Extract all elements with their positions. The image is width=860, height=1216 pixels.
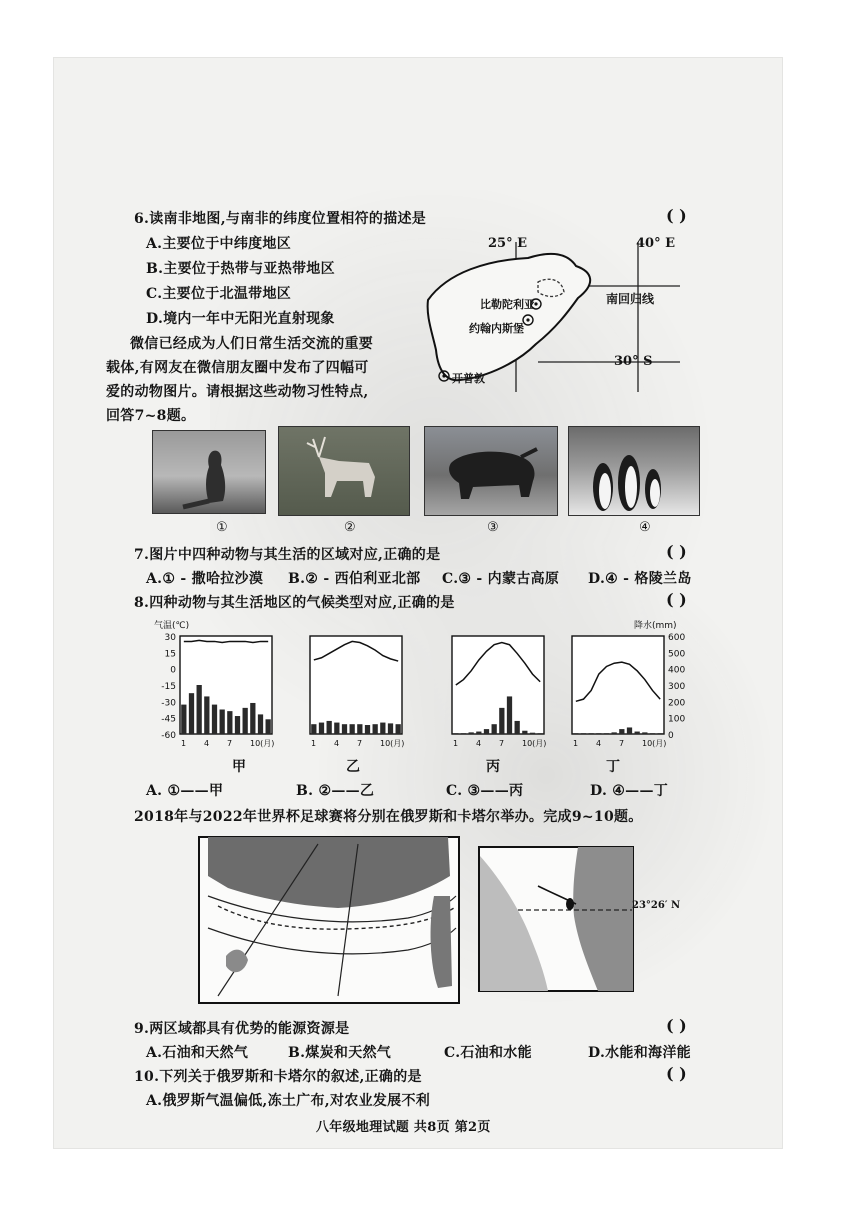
precip-bar-2-2 [469, 732, 474, 734]
precip-bar-3-8 [635, 732, 640, 734]
chart-frame-3 [572, 636, 664, 734]
precip-bar-2-11 [538, 733, 543, 734]
q8-option-c: C. ③——丙 [446, 783, 524, 799]
x-tick-2-1: 4 [476, 739, 482, 748]
precip-bar-1-2 [327, 721, 332, 734]
map-label-25e: 25° E [488, 236, 528, 251]
q7-option-c: C.③ - 内蒙古高原 [442, 571, 560, 587]
precip-bar-3-9 [642, 732, 647, 734]
chart-label-yi: 乙 [346, 759, 361, 775]
x-tick-2-3: 10(月) [522, 739, 547, 748]
q9-answer-paren: ( ) [666, 1016, 687, 1035]
photo-kangaroo [152, 430, 266, 514]
precip-bar-3-11 [658, 733, 663, 734]
precip-bar-2-4 [484, 729, 489, 734]
q7-option-a: A.① - 撒哈拉沙漠 [146, 571, 264, 587]
q9-option-b: B.煤炭和天然气 [288, 1045, 392, 1061]
precip-axis-label: 降水(mm) [634, 621, 677, 631]
q6-option-d: D.境内一年中无阳光直射现象 [146, 311, 335, 327]
precip-tick-1: 500 [668, 649, 686, 660]
photo-label-4: ④ [639, 520, 651, 535]
qatar-map-lat-label: 23°26′ N [632, 900, 681, 911]
intro-78-line3: 爱的动物图片。请根据这些动物习性特点, [106, 384, 369, 400]
precip-bar-3-4 [604, 733, 609, 734]
precip-bar-0-6 [227, 711, 232, 734]
precip-tick-5: 100 [668, 714, 686, 725]
precip-bar-0-2 [197, 685, 202, 734]
precip-bar-0-1 [189, 693, 194, 734]
chart-label-ding: 丁 [606, 759, 621, 775]
precip-bar-2-10 [530, 733, 535, 734]
q8-stem: 8.四种动物与其生活地区的气候类型对应,正确的是 [134, 595, 455, 611]
q10-option-a: A.俄罗斯气温偏低,冻土广布,对农业发展不利 [146, 1093, 431, 1109]
x-tick-2-0: 1 [453, 739, 459, 748]
x-tick-3-0: 1 [573, 739, 579, 748]
precip-tick-2: 400 [668, 665, 686, 676]
q8-option-b: B. ②——乙 [296, 783, 375, 799]
q6-answer-paren: ( ) [666, 206, 687, 225]
precip-tick-4: 200 [668, 698, 686, 709]
map-label-pretoria: 比勒陀利亚 [480, 298, 535, 311]
q7-option-b: B.② - 西伯利亚北部 [288, 571, 421, 587]
precip-bar-2-3 [476, 732, 481, 734]
precip-bar-1-10 [388, 723, 393, 734]
x-tick-2-2: 7 [499, 739, 505, 748]
qatar-peninsula [566, 898, 574, 910]
q6-option-a: A.主要位于中纬度地区 [146, 236, 292, 252]
temp-tick-3: -15 [161, 682, 176, 692]
precip-bar-3-6 [619, 729, 624, 734]
precip-bar-1-5 [350, 724, 355, 734]
q6-option-c: C.主要位于北温带地区 [146, 286, 292, 302]
map-label-30s: 30° S [614, 354, 653, 369]
photo-yak [424, 426, 558, 516]
q6-stem: 6.读南非地图,与南非的纬度位置相符的描述是 [134, 211, 427, 227]
q9-option-c: C.石油和水能 [444, 1045, 532, 1061]
map-label-cape-town: 开普敦 [452, 372, 485, 385]
precip-bar-3-0 [573, 733, 578, 734]
precip-bar-1-1 [319, 723, 324, 734]
temp-tick-6: -60 [161, 731, 176, 741]
q8-answer-paren: ( ) [666, 590, 687, 609]
precip-bar-0-8 [243, 708, 248, 734]
temp-tick-4: -30 [161, 698, 176, 709]
map-label-johannesburg: 约翰内斯堡 [469, 322, 524, 335]
x-tick-0-1: 4 [204, 739, 210, 748]
intro-78-line4: 回答7~8题。 [106, 408, 196, 424]
precip-tick-3: 300 [668, 682, 686, 692]
x-tick-3-3: 10(月) [642, 739, 667, 748]
photo-penguins [568, 426, 700, 516]
precip-bar-0-4 [212, 705, 217, 734]
precip-bar-2-0 [453, 733, 458, 734]
x-tick-0-3: 10(月) [250, 739, 275, 748]
precip-bar-1-3 [334, 723, 339, 734]
photo-label-3: ③ [487, 520, 499, 535]
climate-charts [150, 616, 686, 756]
precip-bar-0-9 [250, 703, 255, 734]
intro-910: 2018年与2022年世界杯足球赛将分别在俄罗斯和卡塔尔举办。完成9~10题。 [134, 809, 643, 825]
x-tick-1-1: 4 [334, 739, 340, 748]
map-label-tropic: 南回归线 [606, 292, 655, 306]
x-tick-1-0: 1 [311, 739, 317, 748]
precip-bar-0-0 [181, 705, 186, 734]
precip-bar-2-5 [492, 724, 497, 734]
precip-tick-0: 600 [668, 633, 686, 643]
precip-bar-0-5 [220, 710, 225, 735]
precip-bar-0-11 [266, 719, 271, 734]
x-tick-0-0: 1 [181, 739, 187, 748]
x-tick-3-1: 4 [596, 739, 602, 748]
precip-bar-2-7 [507, 696, 512, 734]
q7-answer-paren: ( ) [666, 542, 687, 561]
q8-option-d: D. ④——丁 [590, 783, 669, 799]
q6-option-b: B.主要位于热带与亚热带地区 [146, 261, 335, 277]
precip-bar-2-1 [461, 733, 466, 734]
precip-bar-3-3 [596, 733, 601, 734]
q9-stem: 9.两区域都具有优势的能源资源是 [134, 1021, 350, 1037]
precip-bar-1-9 [380, 723, 385, 734]
temp-tick-2: 0 [170, 665, 176, 676]
precip-bar-0-3 [204, 696, 209, 734]
precip-bar-2-9 [522, 731, 527, 734]
intro-78-line1: 微信已经成为人们日常生活交流的重要 [130, 336, 374, 352]
precip-bar-3-5 [612, 732, 617, 734]
x-tick-1-3: 10(月) [380, 739, 405, 748]
precip-bar-0-7 [235, 716, 240, 734]
q9-option-a: A.石油和天然气 [146, 1045, 249, 1061]
q9-option-d: D.水能和海洋能 [588, 1045, 691, 1061]
temp-tick-0: 30 [164, 633, 176, 643]
temp-tick-1: 15 [164, 649, 176, 660]
chart-frame-1 [310, 636, 402, 734]
q7-option-d: D.④ - 格陵兰岛 [588, 571, 692, 587]
chart-label-bing: 丙 [486, 759, 501, 775]
precip-bar-1-11 [396, 724, 401, 734]
precip-bar-3-7 [627, 727, 632, 734]
chart-label-jia: 甲 [232, 759, 247, 775]
x-tick-3-2: 7 [619, 739, 625, 748]
photo-reindeer [278, 426, 410, 516]
chart-frame-2 [452, 636, 544, 734]
map-label-40e: 40° E [636, 236, 676, 251]
x-tick-0-2: 7 [227, 739, 233, 748]
q8-option-a: A. ①——甲 [146, 783, 224, 799]
precip-bar-2-8 [515, 721, 520, 734]
precip-bar-1-4 [342, 724, 347, 734]
precip-bar-3-10 [650, 733, 655, 734]
precip-tick-6: 0 [668, 731, 674, 741]
precip-bar-0-10 [258, 714, 263, 734]
temp-axis-label: 气温(℃) [154, 621, 190, 631]
precip-bar-1-6 [357, 724, 362, 734]
precip-bar-3-2 [589, 733, 594, 734]
precip-bar-1-0 [311, 724, 316, 734]
precip-bar-1-8 [373, 724, 378, 734]
q10-answer-paren: ( ) [666, 1064, 687, 1083]
temp-tick-5: -45 [161, 714, 176, 725]
precip-bar-3-1 [581, 733, 586, 734]
south-africa-outline [428, 254, 591, 380]
q7-stem: 7.图片中四种动物与其生活的区域对应,正确的是 [134, 547, 441, 563]
russia-map [198, 836, 460, 1004]
precip-bar-1-7 [365, 725, 370, 734]
photo-label-2: ② [344, 520, 356, 535]
qatar-map [478, 846, 634, 992]
precip-bar-2-6 [499, 708, 504, 734]
intro-78-line2: 载体,有网友在微信朋友圈中发布了四幅可 [106, 360, 369, 376]
page-footer: 八年级地理试题 共8页 第2页 [316, 1120, 491, 1135]
q10-stem: 10.下列关于俄罗斯和卡塔尔的叙述,正确的是 [134, 1069, 422, 1085]
photo-label-1: ① [216, 520, 228, 535]
x-tick-1-2: 7 [357, 739, 363, 748]
